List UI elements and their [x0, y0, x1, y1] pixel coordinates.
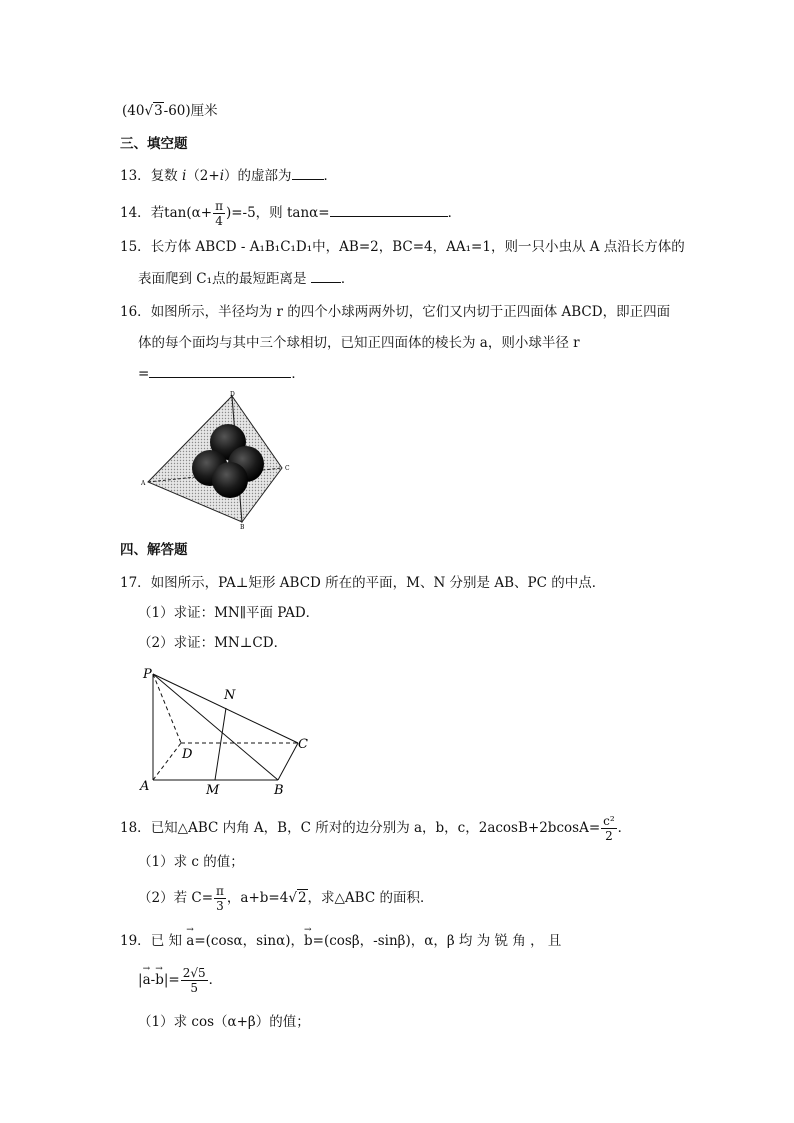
fraction-numerator: c² [603, 814, 615, 828]
fraction-denominator: 5 [190, 981, 198, 995]
question-16-line-3 [138, 363, 305, 384]
question-text: ． [291, 366, 305, 382]
fraction [213, 199, 225, 228]
vertex-label-a: A [141, 480, 146, 487]
fraction-numerator: π [216, 884, 224, 898]
label-n: N [224, 688, 236, 703]
label-d: D [182, 747, 193, 762]
fraction-denominator: 4 [215, 214, 223, 228]
answer-blank [330, 202, 448, 217]
question-text: （2+ [186, 168, 220, 184]
question-14 [120, 198, 461, 228]
label-a: A [140, 779, 150, 794]
fraction [214, 884, 226, 913]
question-text: ． [323, 168, 338, 184]
question-text: =(cosα，sinα)， [194, 933, 304, 949]
fraction [181, 966, 208, 995]
question-text: 体的每个面均与其中三个球相切，已知正四面体的棱长为 a，则小球半径 r [138, 335, 580, 351]
question-number: 15． [120, 239, 151, 255]
question-text: = [138, 366, 150, 382]
question-17-part-2: （2）求证：MN⊥CD． [138, 635, 288, 651]
question-number: 13． [120, 168, 151, 184]
answer-blank [292, 165, 324, 180]
question-18 [120, 812, 631, 844]
question-text: ）的虚部为 [224, 168, 292, 184]
imaginary-unit: i [219, 168, 225, 184]
answer-radicand: 3 [154, 103, 163, 119]
question-17 [120, 573, 605, 593]
question-15-line-2 [138, 268, 354, 289]
label-c: C [298, 737, 308, 752]
vector-a: → a [186, 931, 194, 951]
edge-bc [278, 743, 298, 780]
question-text: ，a+b=4 [226, 890, 289, 906]
fraction-denominator: 3 [216, 899, 224, 913]
answer-blank [311, 268, 341, 283]
question-text: 如图所示，PA⊥矩形 ABCD 所在的平面，M、N 分别是 AB、PC 的中点． [150, 575, 606, 591]
question-text: 如图所示，半径均为 r 的四个小球两两外切，它们又内切于正四面体 ABCD，即正四面 [150, 304, 671, 320]
question-18-part-2: （2）若 C= $\frac{\pi}{3}$ ，a+b=4√2，求△ABC 的面积． [138, 884, 434, 913]
question-text: 表面爬到 C₁点的最短距离是 [138, 271, 311, 287]
vertex-label-c: C [285, 465, 290, 472]
question-19-line-1 [120, 931, 561, 951]
question-text: 复数 [150, 168, 182, 184]
answer-blank [149, 363, 291, 378]
question-19-line-2 [138, 964, 222, 996]
question-text: 已知△ABC 内角 A，B，C 所对的边分别为 a，b，c，2acosB+2bcosA= [150, 820, 601, 836]
question-text: )=-5，则 tanα= [225, 205, 330, 221]
tetrahedron-figure [140, 390, 300, 530]
question-13 [120, 165, 337, 186]
edge-pd [153, 674, 181, 743]
question-text: ，求△ABC 的面积． [307, 890, 434, 906]
question-text: 已 知 [150, 933, 187, 949]
section-solution: 四、解答题 [120, 542, 188, 558]
question-text: （2）若 C= [138, 890, 214, 906]
fraction-numerator: 2√5 [182, 966, 206, 980]
question-number: 17． [120, 575, 151, 591]
question-text: =(cosβ，-sinβ)，α，β 均 为 锐 角 ， 且 [312, 933, 562, 949]
label-m: M [206, 783, 220, 798]
question-15-line-1 [120, 237, 685, 257]
question-16-line-2 [138, 333, 580, 353]
question-text: ． [208, 972, 223, 988]
question-16-line-1 [120, 302, 670, 322]
fraction-numerator: π [215, 199, 223, 213]
question-text: |= [163, 972, 180, 988]
question-text: 若tan(α+ [150, 205, 213, 221]
question-text: | [138, 972, 143, 988]
imaginary-unit: i [181, 168, 187, 184]
question-number: 19． [120, 933, 151, 949]
question-text: - [150, 972, 156, 988]
fraction [601, 814, 617, 843]
question-number: 14． [120, 205, 151, 221]
answer-suffix: -60)厘米 [163, 103, 218, 119]
label-p: P [143, 667, 152, 682]
question-19-part-1: （1）求 cos（α+β）的值； [138, 1014, 310, 1030]
question-18-part-1: （1）求 c 的值； [138, 854, 244, 870]
edge-pb [153, 674, 278, 780]
previous-answer: (40√3-60)厘米 [122, 103, 218, 119]
question-text: ． [340, 271, 355, 287]
section-fill-in-blank: 三、填空题 [120, 136, 188, 152]
sphere-front [212, 462, 248, 498]
answer-prefix: (40 [122, 103, 145, 119]
fraction-denominator: 2 [605, 829, 613, 843]
question-text: ． [617, 820, 632, 836]
vector-b: → b [304, 931, 313, 951]
label-b: B [274, 783, 284, 798]
vertex-label-d: D [230, 391, 235, 398]
pyramid-figure [138, 664, 328, 799]
radicand: 2 [297, 890, 307, 906]
question-number: 18． [120, 820, 151, 836]
question-text: ． [447, 205, 462, 221]
question-17-part-1: （1）求证：MN∥平面 PAD． [138, 605, 320, 621]
vertex-label-b: B [240, 524, 245, 530]
vector-a: → a [143, 964, 151, 996]
edge-ad [153, 743, 181, 780]
vector-b: → b [155, 964, 164, 996]
question-text: 长方体 ABCD - A₁B₁C₁D₁中，AB=2，BC=4，AA₁=1，则一只小虫从 A 点沿长方体的 [150, 239, 685, 255]
question-number: 16． [120, 304, 151, 320]
segment-mn [215, 708, 226, 780]
